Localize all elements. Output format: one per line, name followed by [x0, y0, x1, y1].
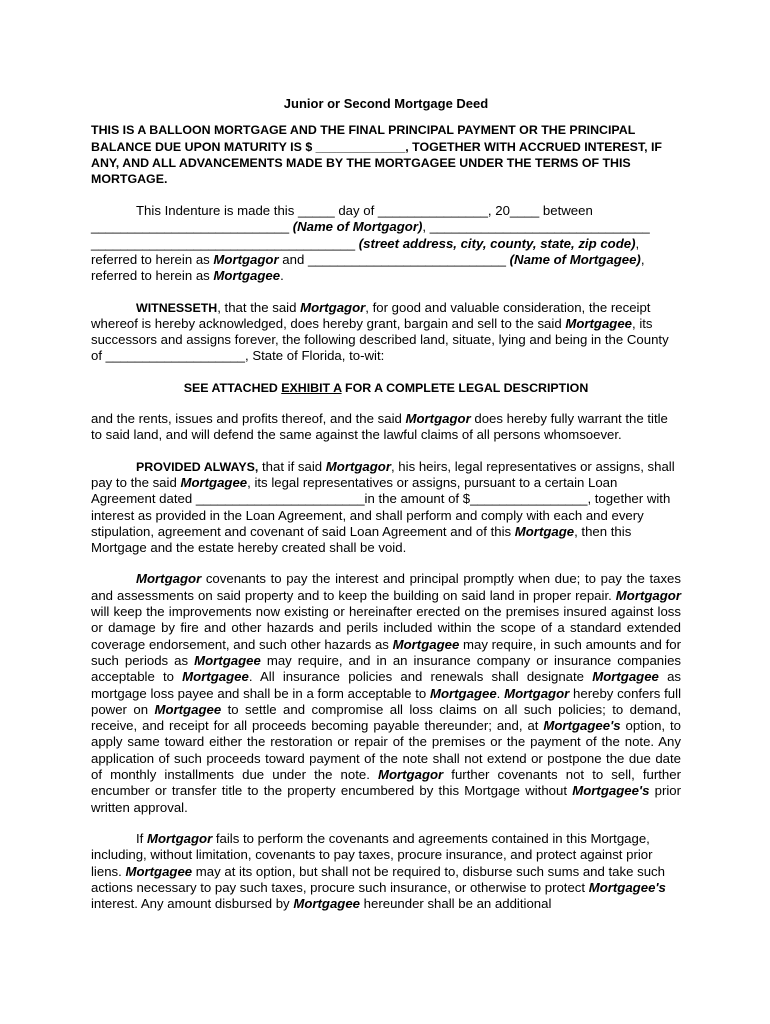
document-page [91, 96, 681, 927]
indenture-line5: referred to herein as Mortgagee. [91, 268, 284, 284]
indenture-line3: ____________________________________ (street address, city, county, state, zip code), [91, 235, 640, 251]
indenture-paragraph [91, 203, 681, 284]
balloon-notice: THIS IS A BALLOON MORTGAGE AND THE FINAL PRINCIPAL PAYMENT OR THE PRINCIPAL BALANCE DUE UPON MATURITY IS $ _____________, TOGETHER WITH ACCRUED INTEREST, IF ANY, AND ALL ADVANCEMENTS MADE BY THE MORTGAGEE UNDER THE TERMS OF THIS MORTGAGE. [91, 123, 663, 186]
witnesseth-paragraph: WITNESSETH, that the said Mortgagor, for good and valuable consideration, the receipt whereof is hereby acknowledged, does hereby grant, bargain and sell to the said Mortgagee, its successors and assigns forever, the following described land, situate, lying and being in the County of ___________________, State of Florida, to-wit: [91, 299, 669, 364]
provided-always-paragraph: PROVIDED ALWAYS, that if said Mortgagor, his heirs, legal representatives or assigns, shall pay to the said Mortgagee, its legal representatives or assigns, pursuant to a certain Loan Agreement dated _______________________in the amount of $________________, together with interest as provided in the Loan Agreement, and shall perform and comply with each and every stipulation, agreement and covenant of said Loan Agreement and of this Mortgage, then this Mortgage and the estate hereby created shall be void. [91, 458, 675, 556]
name-of-mortgagor: (Name of Mortgagor) [292, 219, 423, 235]
rents-paragraph: and the rents, issues and profits thereof, and the said Mortgagor does hereby fully warrant the title to said land, and will defend the same against the lawful claims of all persons whomsoever. [91, 411, 668, 443]
failure-to-perform-paragraph: If Mortgagor fails to perform the covenants and agreements contained in this Mortgage, including, without limitation, covenants to pay taxes, procure insurance, and protect against prior liens. Mortgagee may at its option, but shall not be required to, disburse such sums and take such actions necessary to pay such taxes, procure such insurance, or otherwise to protect Mortgagee's interest. Any amount disbursed by Mortgagee hereunder shall be an additional [91, 830, 666, 912]
street-address-label: (street address, city, county, state, zip code) [358, 235, 636, 251]
document-title: Junior or Second Mortgage Deed [283, 96, 489, 111]
exhibit-a-link: EXHIBIT A [281, 380, 342, 395]
indenture-line4: referred to herein as Mortgagor and ___________________________ (Name of Mortgagee), [91, 252, 645, 267]
name-of-mortgagee: (Name of Mortgagee) [509, 252, 641, 267]
exhibit-reference: SEE ATTACHED EXHIBIT A FOR A COMPLETE LEGAL DESCRIPTION [183, 380, 589, 395]
indenture-line1: This Indenture is made this _____ day of _______________, 20____ between [136, 203, 593, 219]
covenants-paragraph: Mortgagor covenants to pay the interest and principal promptly when due; to pay the taxes and assessments on said property and to keep the building on said land in proper repair. Mortgagor will keep the improvements now existing or hereinafter erected on the premises insured against loss or damage by fire and other hazards and perils included within the scope of a standard extended coverage endorsement, and such other hazards as Mortgagee may require, in such amounts and for such periods as Mortgagee may require, and in an insurance company or insurance companies acceptable to Mortgagee. All insurance policies and renewals shall designate Mortgagee as mortgage loss payee and shall be in a form acceptable to Mortgagee. Mortgagor hereby confers full power on Mortgagee to settle and compromise all loss claims on all such policies; to demand, receive, and receipt for all proceeds becoming payable thereunder; and, at Mortgagee's option, to apply same toward either the restoration or repair of the premises or the payment of the note. Any application of such proceeds toward payment of the note shall not extend or postpone the due date of monthly installments due under the note. Mortgagor further covenants not to sell, further encumber or transfer title to the property encumbered by this Mortgage without Mortgagee's prior written approval. [91, 571, 682, 815]
indenture-line2: ___________________________ (Name of Mortgagor), ______________________________ [91, 219, 650, 235]
